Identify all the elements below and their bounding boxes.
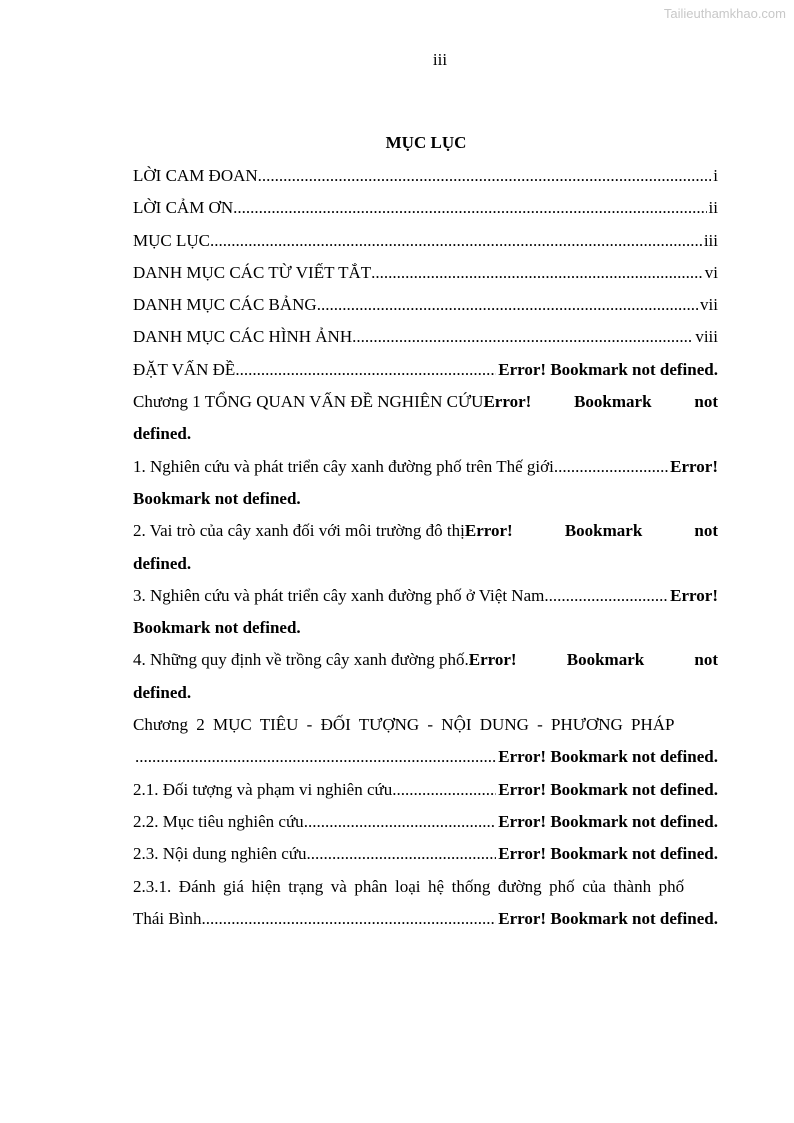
toc-entry-label: LỜI CẢM ƠN [133,198,234,218]
toc-entry[interactable] [133,515,718,547]
toc-entry-error: Error! Bookmark not defined. [498,811,718,831]
toc-entry-page: i [713,166,718,185]
toc-entry-label: 2. Vai trò của cây xanh đối với môi trường đô thịError! [133,521,513,541]
toc-entry-label: 1. Nghiên cứu và phát triển cây xanh đường phố trên Thế giới [133,456,554,476]
toc-title: MỤC LỤC [385,133,467,152]
toc-entry-label: 2.3.1. Đánh giá hiện trạng và phân loại hệ thống đường phố của thành phố [133,876,685,896]
toc-entry[interactable] [133,257,718,289]
toc-entry-error: not [694,521,718,541]
toc-entry[interactable] [133,321,718,353]
dot-leader [258,160,712,192]
dot-leader [233,192,706,224]
dot-leader [304,806,497,838]
dot-leader [392,774,496,806]
toc-entry[interactable] [133,580,718,612]
toc-entry-continuation [133,741,718,773]
toc-entry-continuation: defined. [133,553,192,573]
toc-entry-error: Bookmark [574,392,652,412]
toc-entry-error: Error! [464,521,513,541]
toc-entry-error: Error! Bookmark not defined. [498,359,718,379]
toc-entry-label: 2.2. Mục tiêu nghiên cứu [133,811,304,831]
toc-entry-error: Bookmark [564,521,643,541]
table-of-contents [133,160,718,935]
toc-entry[interactable] [133,160,718,192]
toc-entry-page: vi [704,262,718,282]
toc-entry[interactable] [133,644,718,676]
toc-entry-error: Error! Bookmark not defined. [498,908,718,928]
toc-entry-error: not [694,392,718,412]
toc-entry-page: ii [708,198,718,218]
toc-entry-label: 4. Những quy định về trồng cây xanh đường phố.Error! [133,650,517,670]
toc-entry-label: DANH MỤC CÁC HÌNH ẢNH [133,327,353,347]
page-number: iii [432,50,448,69]
toc-entry-error: Error! [670,585,718,605]
toc-entry-error: not [694,650,718,670]
toc-entry[interactable] [133,225,718,257]
toc-entry-error: Error! [483,392,532,412]
toc-entry-error: Error! Bookmark not defined. [498,747,718,767]
toc-entry[interactable] [133,774,718,806]
toc-entry-continuation: Bookmark not defined. [133,488,301,508]
toc-entry-label: 2.3. Nội dung nghiên cứu [133,844,307,864]
toc-entry-label: DANH MỤC CÁC TỪ VIẾT TẮT [133,262,372,282]
toc-entry-error: Error! [670,456,718,476]
toc-entry-page: iii [703,230,718,250]
toc-entry-label: Chương 1 TỔNG QUAN VẤN ĐỀ NGHIÊN CỨUError! [133,392,532,412]
toc-entry-error: Bookmark [566,650,645,670]
toc-entry-continuation [133,903,718,935]
watermark: Tailieuthamkhao.com [663,6,786,21]
toc-entry-continuation: defined. [133,682,192,702]
toc-entry[interactable] [133,709,718,741]
toc-entry-label: 2.1. Đối tượng và phạm vi nghiên cứu [133,779,393,799]
toc-entry[interactable] [133,289,718,321]
toc-entry[interactable] [133,806,718,838]
dot-leader [307,838,497,870]
dot-leader [554,451,668,483]
dot-leader [201,903,496,935]
toc-entry-label: 3. Nghiên cứu và phát triển cây xanh đường phố ở Việt Nam [133,585,545,605]
toc-entry-label: MỤC LỤC [133,230,210,250]
toc-entry-label: Thái Bình [133,908,202,928]
toc-entry[interactable] [133,386,718,418]
toc-entry-label: LỜI CAM ĐOAN [133,166,258,185]
toc-entry[interactable] [133,451,718,483]
dot-leader [317,289,698,321]
toc-entry-page: vii [700,295,718,315]
toc-entry-page: viii [695,327,718,347]
toc-entry-continuation: defined. [133,424,192,444]
toc-entry-continuation: Bookmark not defined. [133,618,301,638]
dot-leader [371,257,703,289]
toc-entry[interactable] [133,192,718,224]
dot-leader [352,321,693,353]
dot-leader [133,741,496,773]
toc-entry[interactable] [133,871,718,903]
toc-entry-error: Error! Bookmark not defined. [498,779,718,799]
toc-entry[interactable] [133,838,718,870]
dot-leader [235,354,496,386]
toc-entry-error: Error! Bookmark not defined. [498,844,718,864]
dot-leader [544,580,668,612]
toc-entry[interactable] [133,354,718,386]
toc-entry-label: DANH MỤC CÁC BẢNG [133,295,317,315]
toc-entry-label: ĐẶT VẤN ĐỀ [133,359,236,379]
dot-leader [210,225,702,257]
toc-entry-error: Error! [468,650,517,670]
toc-entry-label: Chương 2 MỤC TIÊU - ĐỐI TƯỢNG - NỘI DUNG - PHƯƠNG PHÁP [133,715,675,735]
